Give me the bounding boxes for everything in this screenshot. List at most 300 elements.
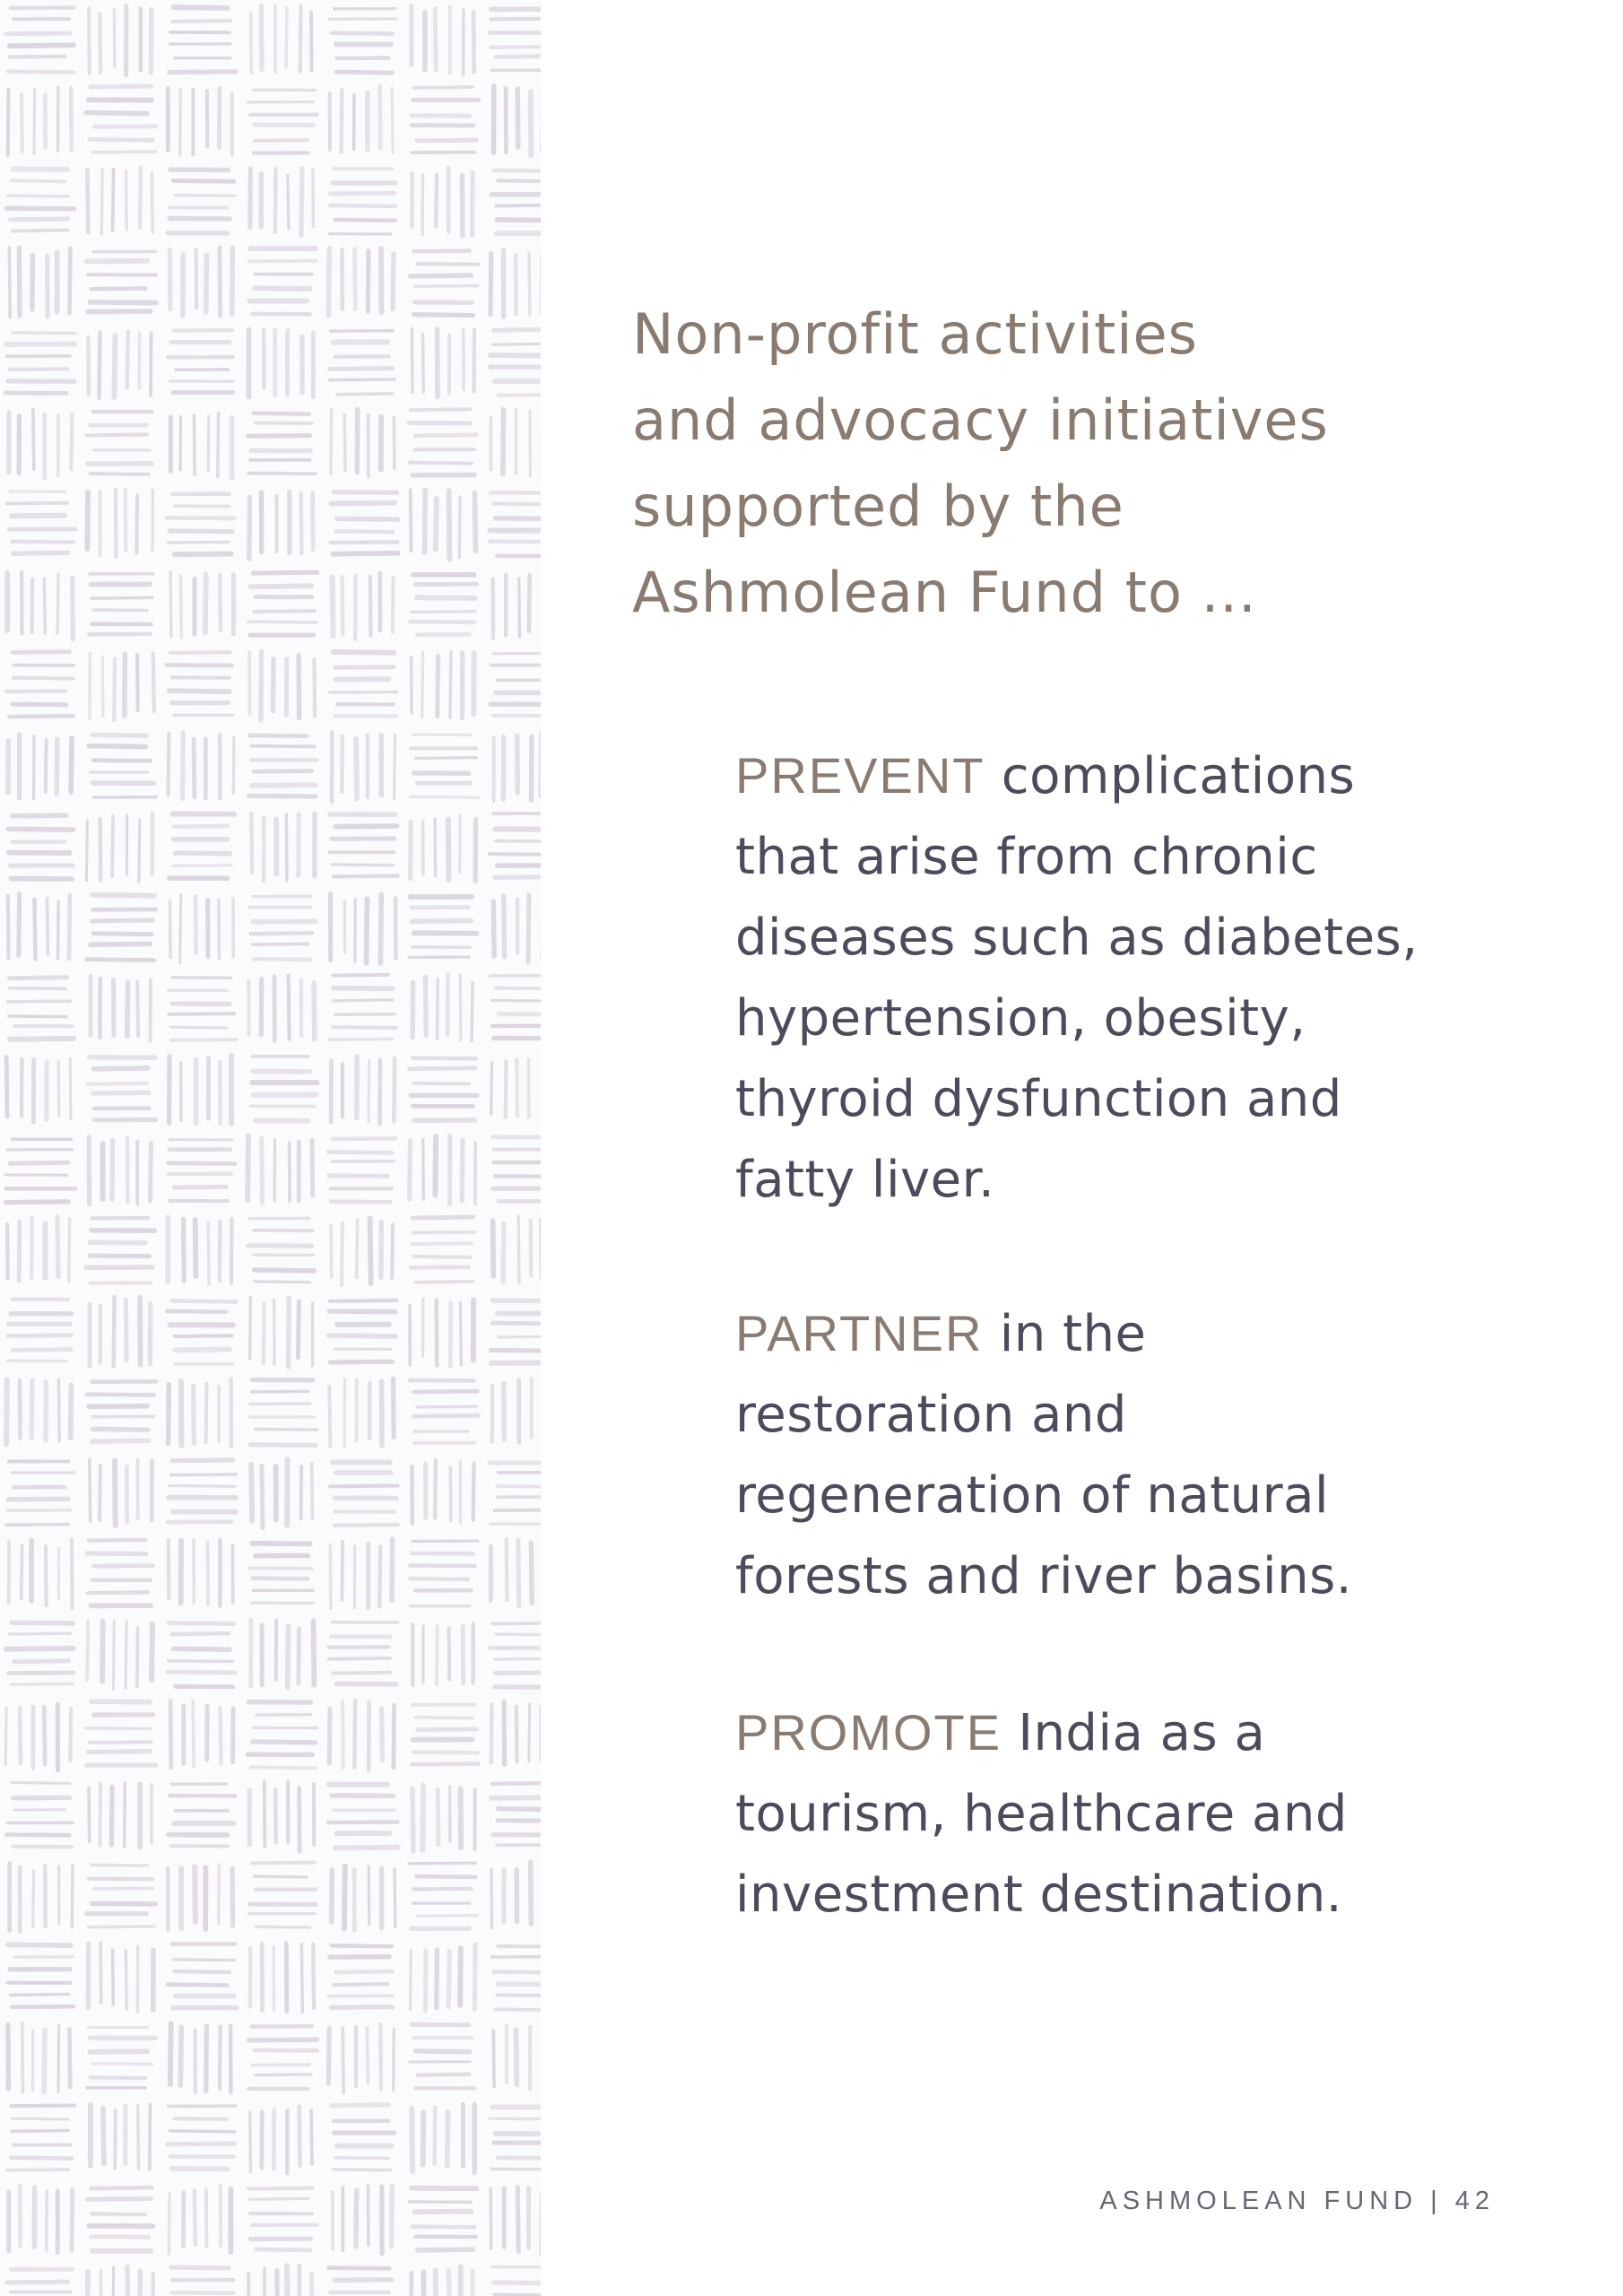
brush-stroke (334, 1984, 388, 1985)
brush-stroke (437, 1950, 438, 2008)
brush-stroke (449, 1629, 450, 1680)
brush-stroke (44, 578, 45, 633)
brush-stroke (93, 909, 156, 910)
brush-stroke (474, 1944, 475, 2010)
brush-stroke (103, 2108, 104, 2163)
brush-stroke (92, 2064, 152, 2065)
brush-stroke (412, 612, 475, 613)
brush-stroke (170, 1701, 171, 1768)
brush-stroke (153, 653, 154, 710)
brush-stroke (412, 1058, 475, 1059)
brush-stroke (504, 1701, 505, 1764)
brush-stroke (448, 819, 449, 880)
brush-stroke (493, 2031, 494, 2087)
brush-stroke (437, 1300, 438, 1365)
brush-stroke (167, 517, 235, 518)
brush-stroke (248, 2188, 312, 2189)
brush-stroke (196, 249, 197, 308)
brush-stroke (504, 896, 505, 956)
brush-stroke (12, 1782, 70, 1783)
brush-stroke (13, 1847, 72, 1848)
brush-stroke (334, 652, 395, 653)
brush-stroke (356, 2190, 357, 2247)
brush-stroke (11, 180, 65, 181)
brush-stroke (58, 1379, 59, 1441)
brush-stroke (496, 841, 541, 842)
brush-stroke (249, 497, 250, 559)
first-line-text: India as a (1002, 1704, 1266, 1762)
brush-stroke (422, 334, 423, 391)
brush-stroke (195, 896, 196, 952)
brush-stroke (6, 33, 70, 34)
brush-stroke (252, 1379, 313, 1380)
brush-stroke (495, 1176, 541, 1177)
brush-stroke (392, 88, 393, 153)
brush-stroke (86, 1395, 153, 1396)
brush-stroke (91, 302, 156, 303)
brush-stroke (58, 2026, 59, 2092)
brush-stroke (6, 691, 65, 692)
brush-stroke (92, 1218, 148, 1219)
brush-stroke (93, 1566, 152, 1567)
brush-stroke (448, 2271, 449, 2296)
brush-stroke (414, 286, 477, 287)
brush-stroke (113, 1950, 114, 2005)
brush-stroke (418, 2074, 470, 2075)
brush-stroke (337, 518, 398, 519)
first-line-text: complications (985, 747, 1356, 805)
brush-stroke (93, 1092, 149, 1093)
brush-stroke (409, 1863, 475, 1864)
brush-stroke (472, 983, 473, 1041)
brush-stroke (254, 959, 310, 960)
brush-stroke (89, 8, 90, 74)
brush-stroke (19, 893, 20, 955)
brush-stroke (252, 2065, 309, 2066)
brush-stroke (10, 1162, 68, 1163)
brush-stroke (115, 1460, 116, 1526)
brush-stroke (90, 1242, 145, 1243)
brush-stroke (87, 2272, 88, 2296)
brush-stroke (172, 1460, 233, 1461)
brush-stroke (261, 5, 262, 69)
brush-stroke (298, 1301, 299, 1358)
brush-stroke (250, 735, 308, 736)
brush-stroke (312, 1140, 313, 1196)
brush-stroke (474, 492, 475, 551)
brush-stroke (219, 1865, 220, 1925)
brush-stroke (392, 1539, 393, 1601)
brush-stroke (357, 1220, 358, 1278)
brush-stroke (410, 463, 472, 464)
brush-stroke (490, 854, 541, 855)
brush-stroke (71, 738, 72, 792)
brush-stroke (13, 704, 66, 705)
brush-stroke (334, 1525, 397, 1526)
brush-stroke (102, 657, 103, 716)
brush-stroke (252, 1391, 308, 1392)
brush-stroke (336, 826, 397, 827)
brush-stroke (33, 1870, 34, 1927)
brush-stroke (331, 1202, 390, 1203)
brush-stroke (490, 253, 491, 314)
brush-stroke (168, 1985, 227, 1986)
brush-stroke (436, 175, 437, 226)
brush-stroke (111, 1787, 112, 1845)
brush-stroke (380, 894, 381, 962)
brush-stroke (208, 1222, 209, 1284)
brush-stroke (9, 988, 65, 989)
brush-stroke (170, 572, 171, 637)
brush-stroke (412, 1789, 413, 1851)
brush-stroke (94, 1888, 152, 1889)
brush-stroke (91, 2213, 145, 2214)
brush-stroke (262, 1138, 263, 1203)
brush-stroke (497, 1486, 541, 1487)
partner-paragraph (735, 1293, 1542, 1617)
brush-stroke (423, 1139, 424, 1199)
brush-stroke (12, 2118, 68, 2119)
brush-stroke (330, 369, 392, 370)
brush-stroke (86, 113, 147, 114)
brush-stroke (450, 652, 451, 718)
brush-stroke (286, 8, 287, 67)
brush-stroke (255, 1282, 310, 1283)
brush-stroke (313, 493, 314, 550)
brush-stroke (206, 255, 207, 312)
brush-stroke (490, 47, 541, 48)
decorative-pattern-panel (0, 0, 541, 2296)
brush-stroke (354, 1700, 355, 1768)
brush-stroke (12, 2006, 74, 2007)
brush-stroke (435, 1460, 436, 1518)
brush-stroke (286, 814, 287, 881)
brush-stroke (412, 2227, 474, 2228)
brush-stroke (413, 315, 473, 316)
brush-stroke (170, 2023, 171, 2084)
brush-stroke (460, 1302, 461, 1366)
brush-stroke (448, 1951, 449, 2006)
brush-stroke (8, 90, 9, 155)
brush-stroke (418, 2249, 473, 2250)
brush-stroke (87, 1553, 146, 1554)
brush-stroke (336, 72, 392, 73)
brush-stroke (329, 1335, 396, 1336)
brush-stroke (150, 1144, 151, 1201)
brush-stroke (173, 330, 232, 331)
brush-stroke (174, 2118, 227, 2119)
brush-stroke (423, 2272, 424, 2296)
brush-stroke (329, 1709, 330, 1763)
brush-stroke (256, 1429, 317, 1430)
brush-stroke (8, 1335, 71, 1336)
brush-stroke (425, 977, 426, 1035)
brush-stroke (206, 2026, 207, 2092)
brush-stroke (253, 1742, 316, 1743)
brush-stroke (91, 288, 146, 289)
paragraph-line: that arise from chronic (735, 828, 1318, 886)
brush-stroke (194, 1386, 195, 1442)
brush-stroke (46, 740, 47, 792)
brush-stroke (498, 865, 541, 866)
brush-stroke (100, 2270, 101, 2296)
brush-stroke (393, 254, 394, 309)
brush-stroke (394, 1378, 395, 1437)
brush-stroke (395, 898, 396, 958)
brush-stroke (335, 1971, 393, 1972)
brush-stroke (462, 1140, 463, 1201)
brush-stroke (13, 815, 66, 816)
brush-stroke (247, 1136, 248, 1200)
brush-stroke (417, 140, 476, 141)
brush-stroke (6, 1057, 7, 1117)
brush-stroke (498, 2158, 541, 2159)
brush-stroke (254, 611, 315, 612)
brush-stroke (381, 1222, 382, 1278)
brush-stroke (368, 251, 369, 311)
brush-stroke (8, 1499, 68, 1500)
brush-stroke (138, 2106, 139, 2169)
brush-stroke (251, 1465, 252, 1520)
brush-stroke (498, 1984, 541, 1985)
brush-stroke (6, 1525, 68, 1526)
brush-stroke (151, 9, 152, 72)
brush-stroke (11, 2158, 72, 2159)
paragraph-line: hypertension, obesity, (735, 989, 1306, 1048)
brush-stroke (127, 983, 128, 1037)
brush-stroke (72, 2189, 73, 2250)
brush-stroke (394, 2029, 395, 2091)
brush-stroke (250, 1297, 251, 1358)
brush-stroke (168, 734, 169, 796)
brush-stroke (342, 1223, 343, 1285)
brush-stroke (254, 771, 312, 772)
brush-stroke (6, 1379, 7, 1444)
brush-stroke (100, 1943, 101, 2003)
brush-stroke (220, 248, 221, 316)
brush-stroke (497, 220, 541, 221)
brush-stroke (333, 1027, 395, 1028)
brush-stroke (250, 1445, 316, 1446)
brush-stroke (87, 960, 154, 961)
brush-stroke (490, 1350, 541, 1351)
brush-stroke (220, 2026, 221, 2088)
brush-stroke (115, 2110, 116, 2168)
brush-stroke (88, 1083, 147, 1084)
brush-stroke (436, 499, 437, 550)
brush-stroke (9, 1016, 66, 1017)
brush-stroke (137, 1628, 138, 1686)
brush-stroke (180, 90, 181, 155)
paragraph-line: diseases such as diabetes, (735, 909, 1419, 967)
brush-stroke (101, 170, 102, 234)
brush-stroke (169, 531, 232, 532)
brush-stroke (356, 739, 357, 799)
paragraph-line: regeneration of natural (735, 1466, 1330, 1525)
brush-stroke (87, 261, 148, 262)
brush-stroke (232, 248, 233, 315)
brush-stroke (170, 652, 230, 653)
brush-stroke (112, 816, 113, 876)
brush-stroke (90, 1057, 155, 1058)
brush-stroke (251, 813, 252, 873)
brush-stroke (93, 934, 152, 935)
brush-stroke (194, 739, 195, 797)
brush-stroke (58, 901, 59, 958)
brush-stroke (437, 1626, 438, 1684)
brush-stroke (529, 575, 530, 631)
brush-stroke (254, 1876, 307, 1877)
brush-stroke (90, 1256, 149, 1257)
brush-stroke (301, 493, 302, 554)
brush-stroke (10, 1633, 71, 1634)
brush-stroke (171, 677, 229, 678)
intro-line: Non-profit activities (632, 301, 1198, 367)
brush-stroke (256, 423, 312, 424)
intro-line: and advocacy initiatives (632, 387, 1329, 453)
paragraph-first-line (735, 1293, 1542, 1375)
brush-stroke (70, 1058, 71, 1118)
brush-stroke (328, 2029, 329, 2084)
brush-stroke (248, 2274, 249, 2296)
brush-stroke (394, 1705, 395, 1767)
brush-stroke (497, 1995, 541, 1996)
brush-stroke (8, 1944, 71, 1945)
brush-stroke (498, 1946, 541, 1947)
brush-stroke (413, 251, 469, 252)
brush-stroke (13, 333, 75, 334)
brush-stroke (174, 826, 228, 827)
brush-stroke (495, 1659, 541, 1660)
brush-stroke (412, 152, 474, 153)
brush-stroke (354, 95, 355, 150)
brush-stroke (412, 1764, 479, 1765)
brush-stroke (249, 1904, 316, 1905)
brush-stroke (112, 1140, 113, 1199)
brush-stroke (139, 820, 140, 883)
brush-stroke (344, 414, 345, 470)
brush-stroke (416, 758, 477, 759)
brush-stroke (171, 1474, 237, 1475)
brush-stroke (380, 86, 381, 148)
brush-stroke (69, 2029, 70, 2087)
brush-stroke (329, 1300, 396, 1301)
brush-stroke (220, 575, 221, 630)
brush-stroke (330, 205, 395, 206)
brush-stroke (181, 576, 182, 638)
paragraph-line: thyroid dysfunction and (735, 1070, 1342, 1128)
brush-stroke (495, 1673, 541, 1674)
brush-stroke (14, 1661, 69, 1662)
brush-stroke (233, 738, 234, 794)
brush-stroke (498, 1809, 541, 1810)
brush-stroke (414, 1391, 478, 1392)
brush-stroke (113, 170, 114, 230)
brush-stroke (333, 553, 397, 554)
brush-stroke (418, 1729, 477, 1730)
paragraph-line: fatty liver. (735, 1151, 995, 1209)
brush-stroke (503, 1223, 504, 1282)
brush-stroke (87, 170, 88, 232)
brush-stroke (89, 1788, 90, 1842)
brush-stroke (10, 1994, 68, 1995)
brush-stroke (493, 1300, 541, 1301)
brush-stroke (490, 975, 541, 976)
brush-stroke (334, 876, 398, 877)
brush-stroke (503, 410, 504, 474)
brush-stroke (72, 1539, 73, 1608)
brush-stroke (311, 2110, 312, 2164)
paragraph-line: investment destination. (735, 1866, 1343, 1924)
brush-stroke (261, 652, 262, 720)
brush-stroke (491, 1063, 492, 1114)
brush-stroke (517, 735, 518, 793)
brush-stroke (412, 2188, 476, 2189)
brush-stroke (423, 2113, 424, 2165)
brush-stroke (89, 746, 145, 747)
brush-stroke (331, 2007, 392, 2008)
brush-stroke (392, 1224, 393, 1277)
brush-stroke (497, 205, 541, 206)
brush-stroke (91, 2077, 146, 2078)
brush-stroke (529, 253, 530, 314)
brush-stroke (137, 982, 138, 1036)
brush-stroke (300, 6, 301, 71)
partner-keyword: PARTNER (735, 1305, 984, 1361)
brush-stroke (69, 1219, 70, 1282)
brush-stroke (460, 975, 461, 1040)
brush-stroke (86, 821, 87, 881)
brush-stroke (169, 1623, 233, 1624)
brush-stroke (412, 921, 471, 922)
brush-stroke (449, 491, 450, 560)
brush-stroke (113, 2267, 114, 2296)
brush-stroke (411, 1267, 469, 1268)
brush-stroke (86, 1728, 151, 1729)
brush-stroke (194, 415, 195, 474)
brush-stroke (193, 1700, 194, 1766)
brush-stroke (253, 572, 317, 573)
brush-stroke (517, 89, 518, 147)
brush-stroke (93, 1429, 149, 1430)
brush-stroke (31, 1380, 32, 1438)
brush-stroke (19, 1222, 20, 1281)
brush-stroke (57, 574, 58, 633)
brush-stroke (331, 1225, 332, 1277)
brush-stroke (410, 1578, 468, 1579)
brush-stroke (410, 1950, 411, 2009)
brush-stroke (332, 33, 393, 34)
brush-stroke (94, 1068, 148, 1069)
brush-stroke (410, 1380, 473, 1381)
promote-keyword: PROMOTE (735, 1704, 1002, 1761)
brush-stroke (255, 1270, 315, 1271)
brush-stroke (251, 1767, 316, 1768)
brush-stroke (172, 1633, 229, 1634)
brush-stroke (413, 1889, 471, 1890)
brush-stroke (459, 497, 460, 558)
brush-stroke (492, 1956, 541, 1957)
brush-stroke (314, 983, 315, 1039)
brush-stroke (495, 1510, 541, 1511)
brush-stroke (491, 1000, 541, 1001)
brush-stroke (13, 552, 68, 553)
brush-stroke (331, 503, 394, 504)
brush-stroke (314, 1621, 315, 1685)
brush-stroke (207, 1542, 208, 1605)
brush-stroke (12, 1622, 73, 1623)
brush-stroke (529, 1704, 530, 1761)
